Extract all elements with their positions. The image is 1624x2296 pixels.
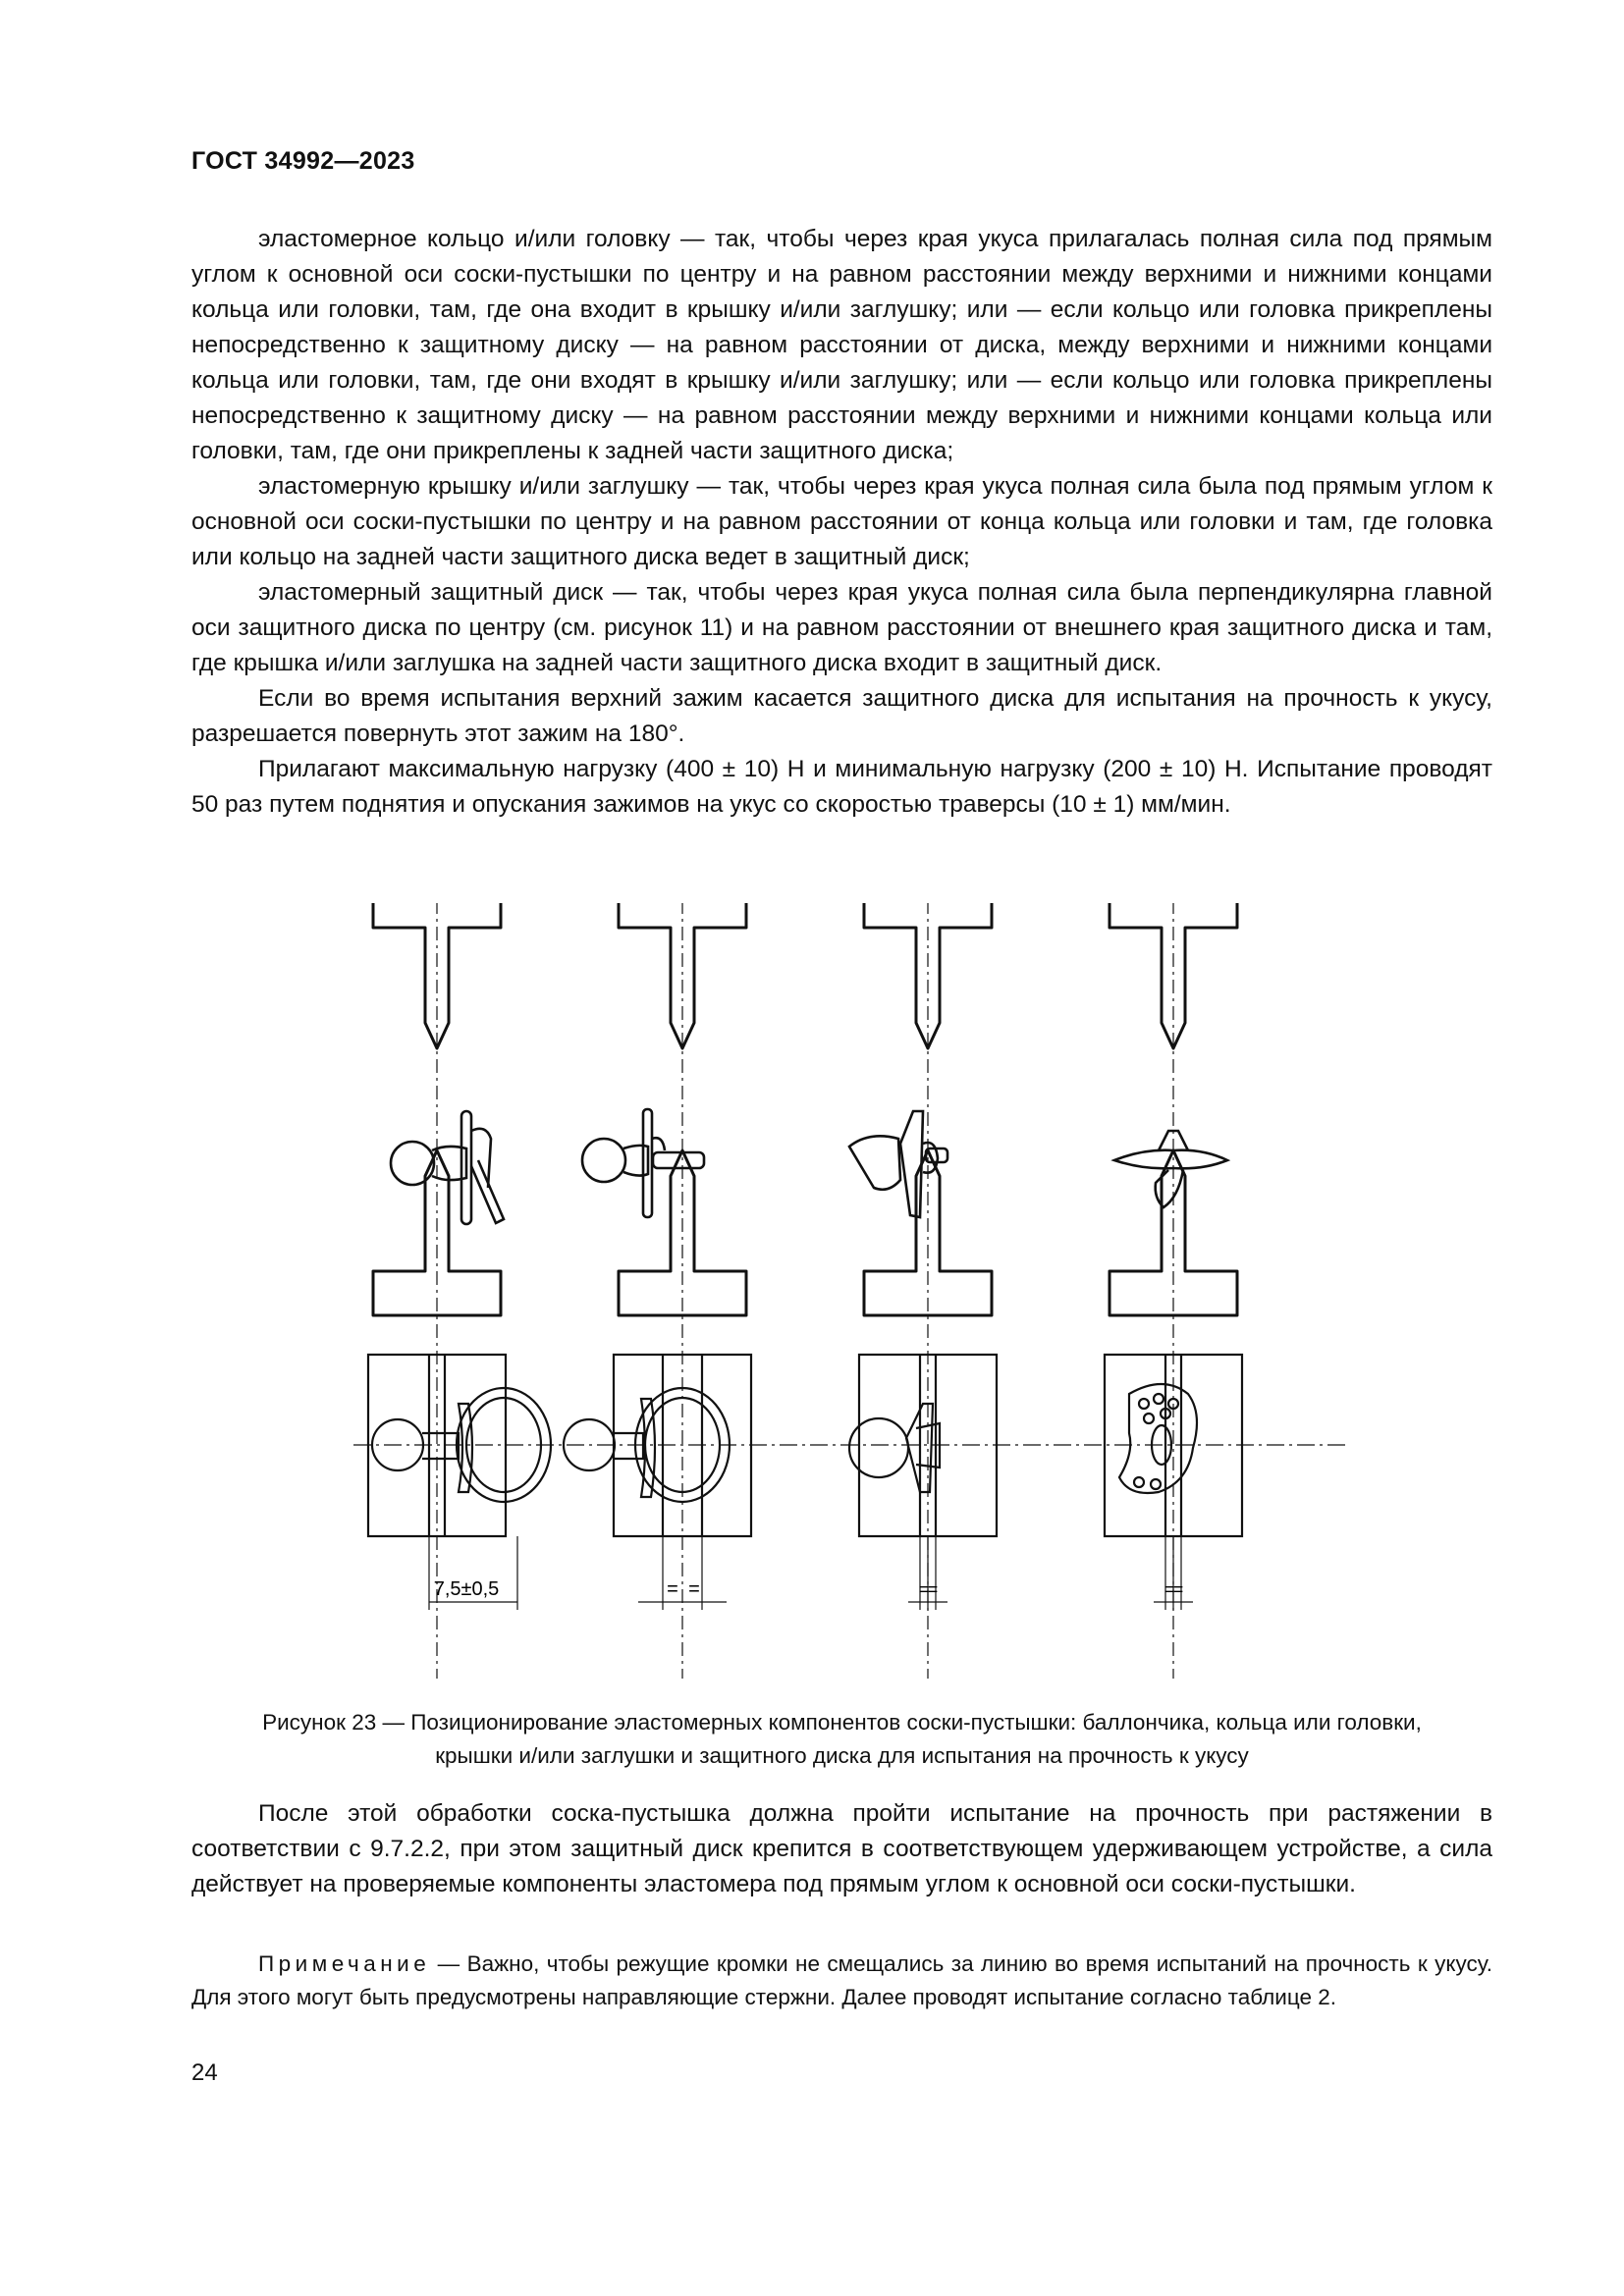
column-2-ring <box>564 903 751 1679</box>
column-4-shield <box>1105 903 1242 1679</box>
note-paragraph <box>191 1948 1492 2014</box>
body-text-before-figure <box>191 222 1492 823</box>
column-1-bulb <box>368 903 551 1679</box>
dimension-label: = <box>1164 1579 1175 1599</box>
dimension-label: 7,5±0,5 <box>433 1578 500 1600</box>
paragraph: эластомерную крышку и/или заглушку — так, чтобы через края укуса полная сила была под прямым углом к основной оси соски-пустышки по центру и на равном расстоянии от конца кольца или головки и там, где головка или кольцо на задней части защитного диска ведет в защитный диск; <box>191 473 1492 570</box>
figure-23-diagram <box>324 903 1355 1688</box>
paragraph: Если во время испытания верхний зажим касается защитного диска для испытания на прочность к укусу, разрешается повернуть этот зажим на 180°. <box>191 685 1492 747</box>
pacifier-side-view <box>582 1109 704 1217</box>
paragraph: эластомерное кольцо и/или головку — так, чтобы через края укуса прилагалась полная сила под прямым углом к основной оси соски-пустышки по центру и на равном расстоянии между верхними и нижними концами кольца или головки, там, где она входит в крышку и/или заглушку; или — если кольцо или головка прикреплены непосредственно к защитному диску — на равном расстоянии от диска, между верхними и нижними концами кольца или головки, там, где они входят в крышку и/или заглушку; или — если кольцо или головка прикреплены непосредственно к защитному диску — на равном расстоянии между верхними и нижними концами кольца или головки, там, где они прикреплены к задней части защитного диска; <box>191 226 1492 464</box>
note-block <box>191 1948 1492 2014</box>
dimension-label: = <box>667 1578 678 1600</box>
paragraph: Прилагают максимальную нагрузку (400 ± 10) Н и минимальную нагрузку (200 ± 10) Н. Испытание проводят 50 раз путем поднятия и опускания зажимов на укус со скоростью траверсы (10 ± 1) мм/мин. <box>191 756 1492 818</box>
paragraph: После этой обработки соска-пустышка должна пройти испытание на прочность при растяжении в соответствии с 9.7.2.2, при этом защитный диск крепится в соответствующем удерживающем устройстве, а сила действует на проверяемые компоненты эластомера под прямым углом к основной оси соски-пустышки. <box>191 1800 1492 1897</box>
page-number: 24 <box>191 2059 218 2086</box>
note-label: Примечание <box>258 1951 431 1976</box>
caption-line: Рисунок 23 — Позиционирование эластомерных компонентов соски-пустышки: баллончика, кольца или головки, <box>262 1710 1422 1735</box>
body-text-after-figure <box>191 1796 1492 1902</box>
dimension-label: = <box>927 1579 939 1599</box>
note-text: — Важно, чтобы режущие кромки не смещались за линию во время испытаний на прочность к укусу. Для этого могут быть предусмотрены направляющие стержни. Далее проводят испытание согласно таблице 2. <box>191 1951 1492 2009</box>
dimension-label: = <box>1172 1579 1184 1599</box>
caption-line: крышки и/или заглушки и защитного диска для испытания на прочность к укусу <box>435 1743 1249 1768</box>
pacifier-side-view <box>1114 1131 1227 1207</box>
figure-caption <box>191 1706 1492 1773</box>
dimension-label: = <box>918 1579 930 1599</box>
paragraph: эластомерный защитный диск — так, чтобы через края укуса полная сила была перпендикулярна главной оси защитного диска по центру (см. рисунок 11) и на равном расстоянии от внешнего края защитного диска и там, где крышка и/или заглушка на задней части защитного диска входит в защитный диск. <box>191 579 1492 676</box>
document-code-header: ГОСТ 34992—2023 <box>191 147 415 175</box>
dimension-label: = <box>688 1578 700 1600</box>
column-3-cap <box>849 903 997 1679</box>
